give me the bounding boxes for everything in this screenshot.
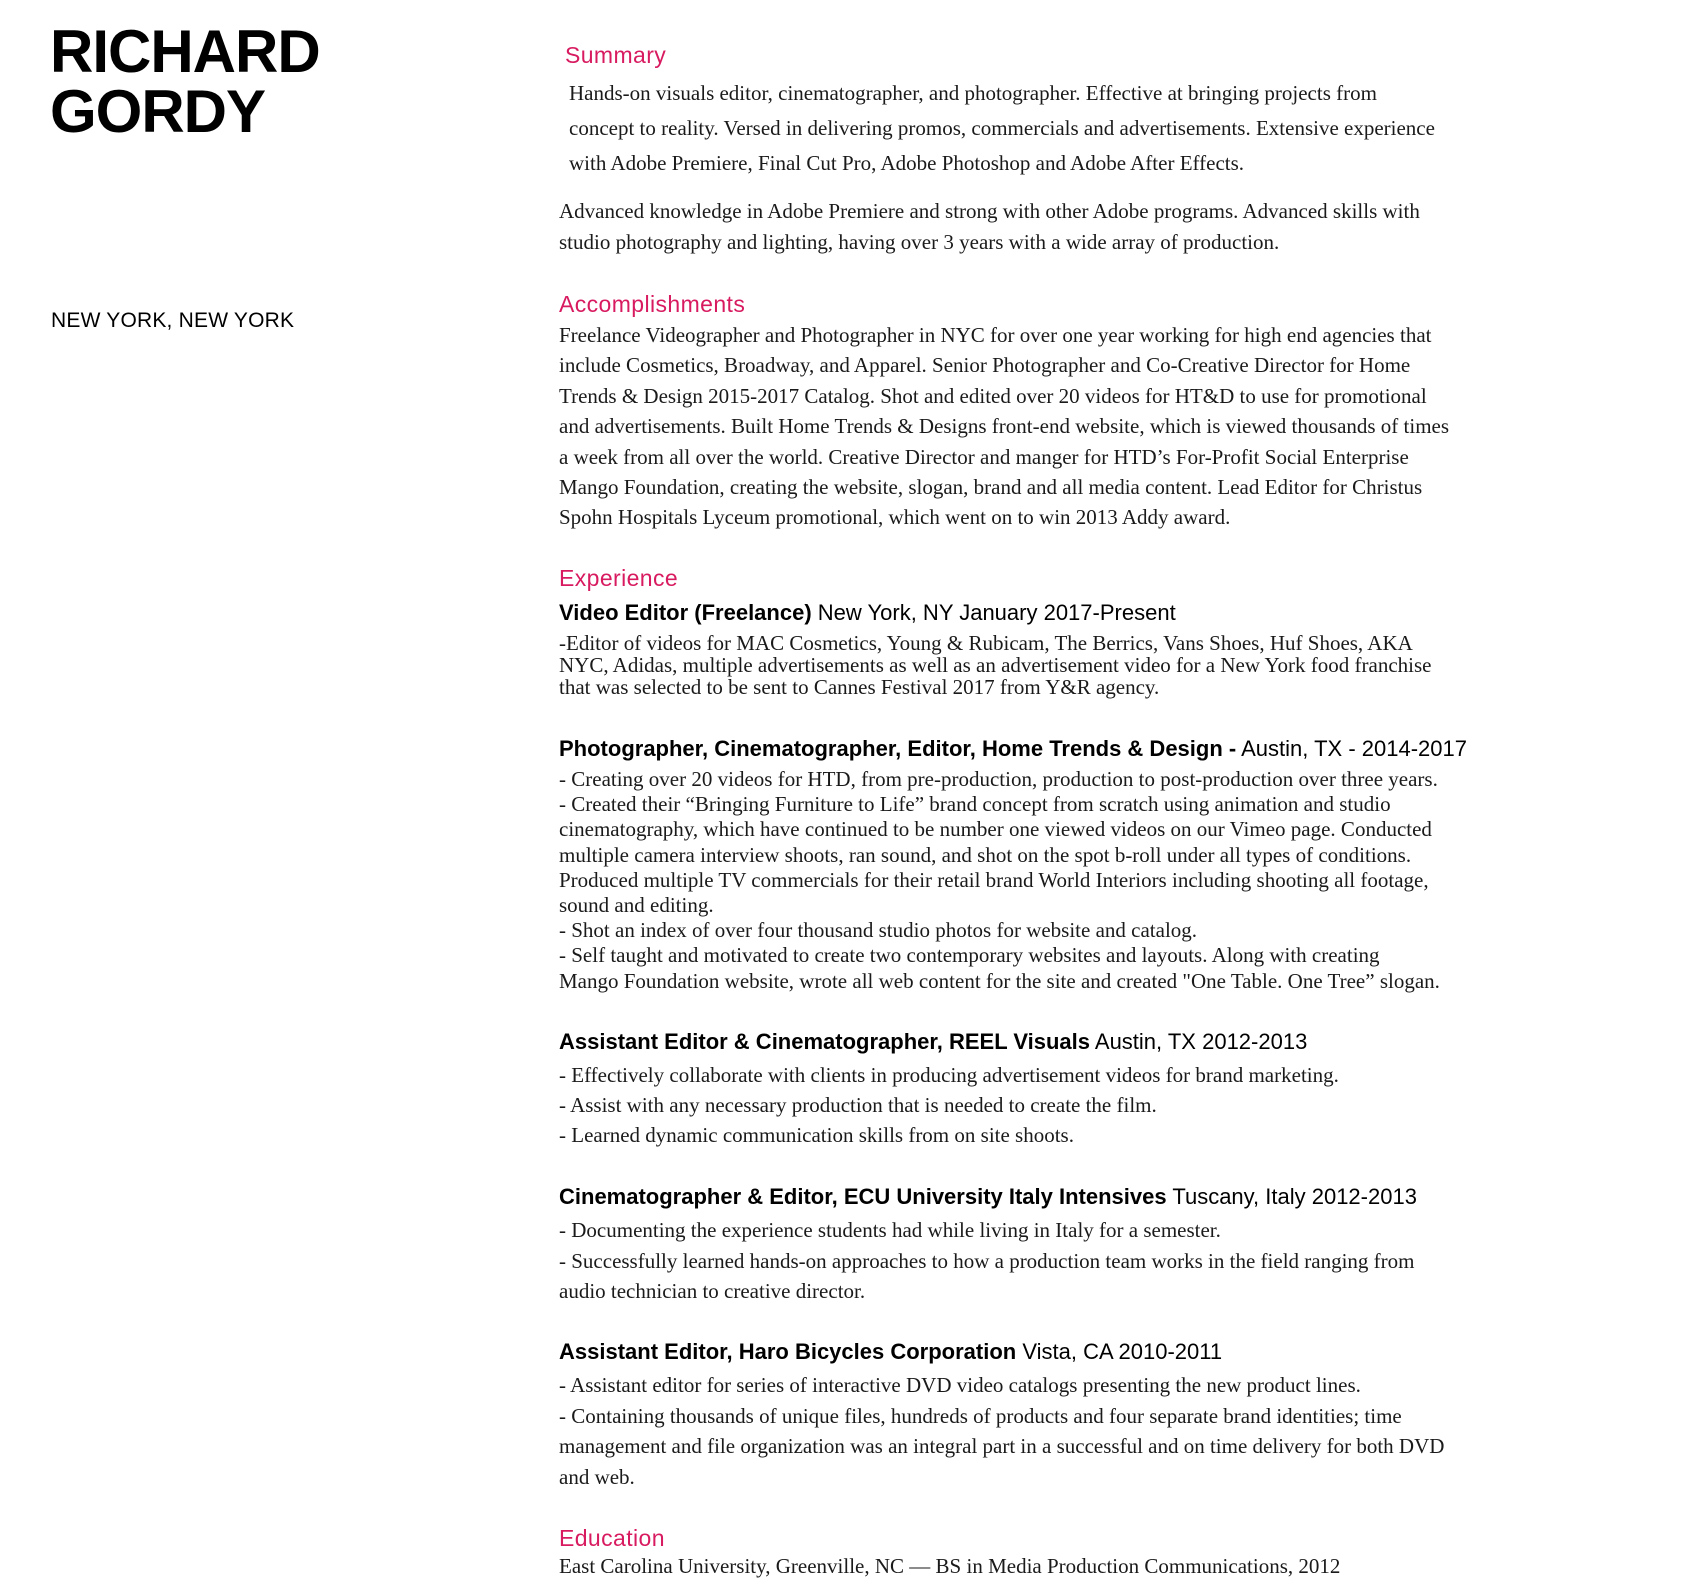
text-line: - Created their “Bringing Furniture to Life” brand concept from scratch using animation and studio (559, 792, 1391, 817)
job-description (559, 1215, 1415, 1307)
text-line: - Self taught and motivated to create two contemporary websites and layouts. Along with creating (559, 943, 1380, 968)
text-line: concept to reality. Versed in delivering promos, commercials and advertisements. Extensive experience (569, 116, 1435, 140)
text-line: - Assistant editor for series of interactive DVD video catalogs presenting the new product lines. (559, 1373, 1361, 1397)
text-line: Trends & Design 2015-2017 Catalog. Shot and edited over 20 videos for HT&D to use for promotional (559, 383, 1427, 408)
text-line: sound and editing. (559, 893, 714, 918)
text-line: Produced multiple TV commercials for their retail brand World Interiors including shooting all footage, (559, 867, 1429, 892)
job-title-line (559, 736, 1467, 762)
text-line: - Learned dynamic communication skills from on site shoots. (559, 1123, 1074, 1147)
job-description (559, 767, 1440, 994)
experience-heading: Experience (559, 565, 679, 591)
job-details: Austin, TX - 2014-2017 (1236, 736, 1467, 761)
job-title-line (559, 1339, 1222, 1365)
text-line: multiple camera interview shoots, ran sound, and shot on the spot b-roll under all types of conditions. (559, 842, 1412, 867)
job-details: Vista, CA 2010-2011 (1016, 1339, 1223, 1364)
job-title: Video Editor (Freelance) (559, 600, 812, 625)
job-description (559, 1370, 1444, 1492)
summary-paragraph-2 (559, 196, 1420, 258)
text-line: - Effectively collaborate with clients in producing advertisement videos for brand marketing. (559, 1063, 1339, 1087)
education-entry: East Carolina University, Greenville, NC — BS in Media Production Communications, 2012 (559, 1554, 1341, 1578)
text-line: - Containing thousands of unique files, hundreds of products and four separate brand identities; time (559, 1403, 1402, 1428)
first-name: RICHARD (50, 18, 320, 85)
job-details: New York, NY January 2017-Present (811, 600, 1176, 625)
last-name: GORDY (50, 78, 266, 145)
job-description (559, 632, 1431, 698)
text-line: Spohn Hospitals Lyceum promotional, which went on to win 2013 Addy award. (559, 505, 1231, 530)
text-line: cinematography, which have continued to be number one viewed videos on our Vimeo page. Conducted (559, 817, 1432, 842)
text-line: - Successfully learned hands-on approaches to how a production team works in the field ranging from (559, 1248, 1415, 1273)
text-line: and advertisements. Built Home Trends & Designs front-end website, which is viewed thousands of times (559, 414, 1450, 439)
job-details: Tuscany, Italy 2012-2013 (1166, 1184, 1417, 1209)
job-details: Austin, TX 2012-2013 (1090, 1029, 1308, 1054)
text-line: - Creating over 20 videos for HTD, from pre-production, production to post-production over three years. (559, 767, 1438, 791)
text-line: audio technician to creative director. (559, 1279, 866, 1303)
job-title: Assistant Editor, Haro Bicycles Corporation (559, 1339, 1017, 1364)
text-line: - Shot an index of over four thousand studio photos for website and catalog. (559, 918, 1198, 943)
text-line: Mango Foundation website, wrote all web content for the site and created "One Table. One Tree” slogan. (559, 968, 1440, 993)
text-line: that was selected to be sent to Cannes Festival 2017 from Y&R agency. (559, 675, 1160, 699)
candidate-name (50, 18, 320, 145)
job-title: Assistant Editor & Cinematographer, REEL Visuals (559, 1029, 1090, 1054)
text-line: management and file organization was an integral part in a successful and on time delivery for both DVD (559, 1434, 1445, 1458)
text-line: a week from all over the world. Creative Director and manger for HTD’s For-Profit Social Enterprise (559, 444, 1409, 469)
text-line: Hands-on visuals editor, cinematographer, and photographer. Effective at bringing projects from (569, 81, 1377, 105)
job-title-line (559, 1029, 1307, 1055)
text-line: studio photography and lighting, having over 3 years with a wide array of production. (559, 230, 1280, 254)
text-line: include Cosmetics, Broadway, and Apparel. Senior Photographer and Co-Creative Director for Home (559, 353, 1411, 378)
job-description (559, 1060, 1339, 1150)
text-line: - Documenting the experience students had while living in Italy for a semester. (559, 1218, 1221, 1242)
text-line: Advanced knowledge in Adobe Premiere and strong with other Adobe programs. Advanced skills with (559, 199, 1420, 223)
job-title: Photographer, Cinematographer, Editor, Home Trends & Design - (559, 736, 1237, 761)
text-line: with Adobe Premiere, Final Cut Pro, Adobe Photoshop and Adobe After Effects. (569, 151, 1245, 175)
accomplishments-heading: Accomplishments (559, 291, 746, 317)
text-line: - Assist with any necessary production that is needed to create the film. (559, 1093, 1157, 1117)
location: NEW YORK, NEW YORK (51, 309, 295, 332)
summary-heading: Summary (565, 42, 667, 68)
text-line: NYC, Adidas, multiple advertisements as well as an advertisement video for a New York food franchise (559, 653, 1432, 677)
accomplishments-text (559, 320, 1449, 533)
job-title: Cinematographer & Editor, ECU University Italy Intensives (559, 1184, 1167, 1209)
text-line: and web. (559, 1464, 635, 1489)
education-heading: Education (559, 1525, 665, 1551)
text-line: Freelance Videographer and Photographer in NYC for over one year working for high end agencies that (559, 323, 1432, 347)
job-title-line (559, 600, 1176, 626)
job-title-line (559, 1184, 1417, 1210)
text-line: -Editor of videos for MAC Cosmetics, Young & Rubicam, The Berrics, Vans Shoes, Huf Shoes, AKA (559, 631, 1413, 655)
text-line: Mango Foundation, creating the website, slogan, brand and all media content. Lead Editor for Christus (559, 475, 1423, 500)
summary-paragraph-1 (569, 76, 1435, 181)
